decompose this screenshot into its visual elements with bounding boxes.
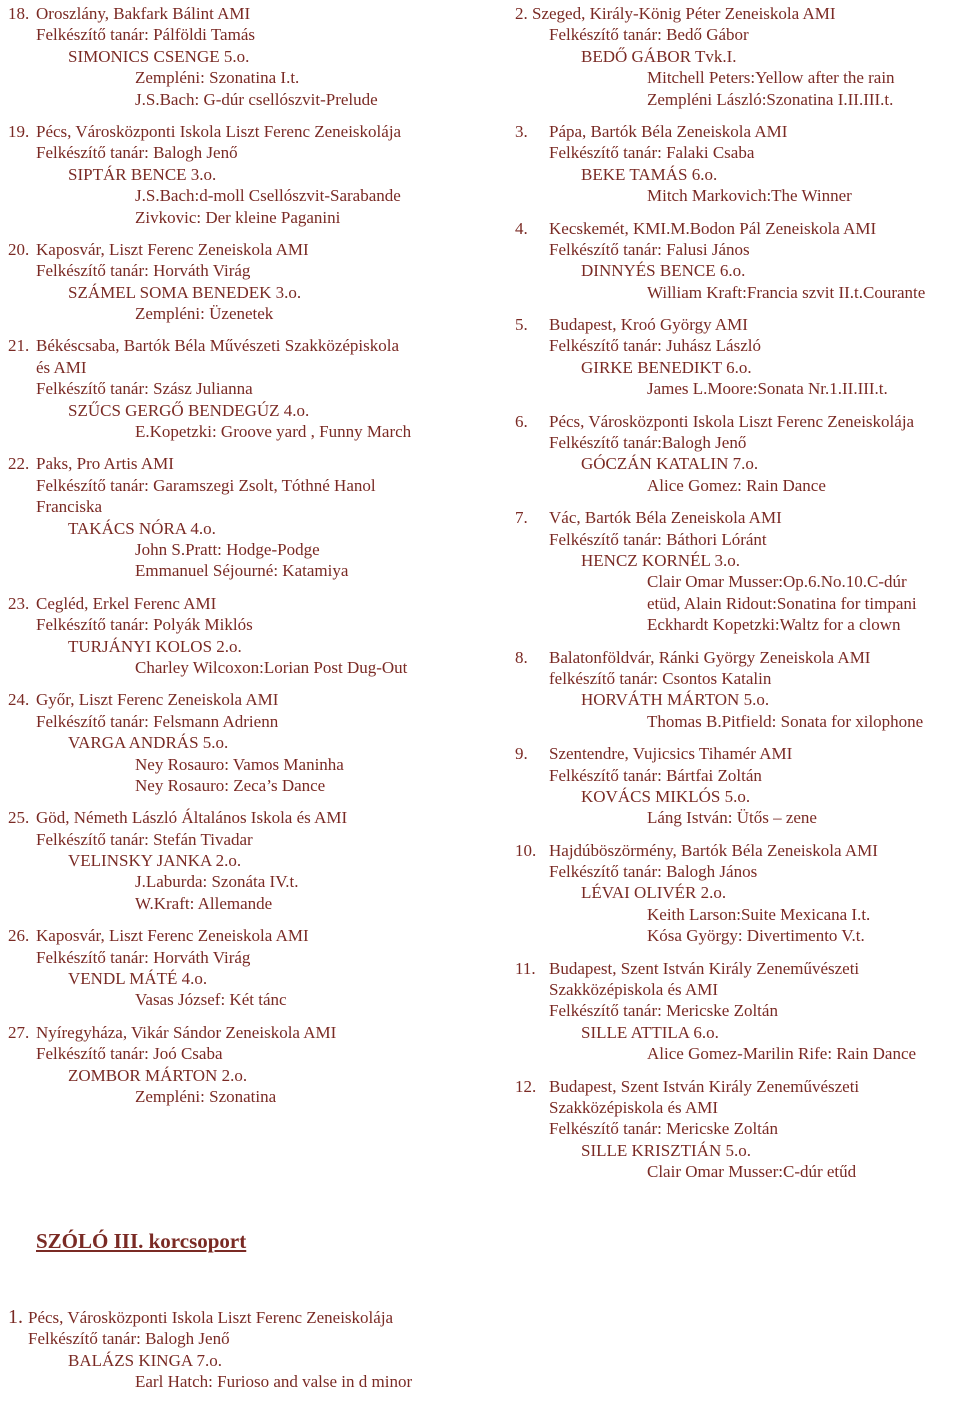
- entry-piece: E.Kopetzki: Groove yard , Funny March: [135, 422, 412, 442]
- entry-teacher: Felkészítő tanár: Felsmann Adrienn: [36, 711, 279, 731]
- entry-student: SIMONICS CSENGE 5.o.: [68, 46, 250, 66]
- entry-piece: Mitch Markovich:The Winner: [647, 186, 852, 206]
- entry-number: 7.: [515, 508, 528, 528]
- entry-piece: Charley Wilcoxon:Lorian Post Dug-Out: [135, 657, 408, 677]
- entry-school-line: [8, 121, 478, 142]
- entry-school-line: [515, 121, 960, 142]
- entry-piece: W.Kraft: Allemande: [135, 893, 273, 913]
- entry-number: 10.: [515, 840, 537, 860]
- entry-piece: Zivkovic: Der kleine Paganini: [135, 207, 341, 227]
- entry-student: BEDŐ GÁBOR Tvk.I.: [581, 46, 737, 66]
- entry-piece: Zempléni László:Szonatina I.II.III.t.: [647, 89, 894, 109]
- entry-school-line: [8, 453, 478, 474]
- entry-piece: Zempléni: Üzenetek: [135, 304, 274, 324]
- entry-number: 3.: [515, 121, 528, 141]
- competition-entry: [8, 239, 478, 325]
- entry-number: 23.: [8, 593, 30, 613]
- competition-entry: [515, 507, 960, 635]
- entry-school: Győr, Liszt Ferenc Zeneiskola AMI: [36, 690, 279, 710]
- entry-school: Kaposvár, Liszt Ferenc Zeneiskola AMI: [36, 926, 309, 946]
- entry-school-line: [515, 3, 960, 24]
- competition-entry: [8, 1307, 478, 1393]
- entry-teacher: Felkészítő tanár: Bártfai Zoltán: [549, 765, 762, 785]
- entry-piece: Clair Omar Musser:C-dúr etűd: [647, 1162, 857, 1182]
- entry-number: 9.: [515, 744, 528, 764]
- entry-number: 25.: [8, 808, 30, 828]
- entry-teacher: Felkészítő tanár: Báthori Lóránt: [549, 529, 767, 549]
- entry-piece: Zempléni: Szonatina: [135, 1086, 277, 1106]
- right-column: [515, 3, 960, 1194]
- competition-entry: [8, 121, 478, 228]
- entry-number: 27.: [8, 1022, 30, 1042]
- entry-piece: Alice Gomez-Marilin Rife: Rain Dance: [647, 1044, 917, 1064]
- entry-school-line: [8, 3, 478, 24]
- section-heading: SZÓLÓ III. korcsoport: [36, 1229, 247, 1253]
- entry-student: SILLE ATTILA 6.o.: [581, 1022, 719, 1042]
- competition-entry: [515, 647, 960, 733]
- entry-piece: Emmanuel Séjourné: Katamiya: [135, 561, 349, 581]
- entry-school: Paks, Pro Artis AMI: [36, 454, 174, 474]
- entry-number: 22.: [8, 454, 30, 474]
- entry-school-line: [8, 689, 478, 710]
- competition-entry: [8, 335, 478, 442]
- entry-school: Kecskemét, KMI.M.Bodon Pál Zeneiskola AMI: [549, 218, 877, 238]
- entry-number: 24.: [8, 690, 30, 710]
- entry-number: 4.: [515, 218, 528, 238]
- entry-school: Budapest, Szent István Király Zeneművészeti: [549, 958, 860, 978]
- competition-entry: [515, 121, 960, 207]
- entry-teacher: Felkészítő tanár: Szász Julianna: [36, 379, 253, 399]
- entry-teacher: Felkészítő tanár: Mericske Zoltán: [549, 1119, 778, 1139]
- entry-school-line: [8, 925, 478, 946]
- competition-entry: [8, 925, 478, 1011]
- entry-student: BALÁZS KINGA 7.o.: [68, 1350, 222, 1370]
- entry-teacher: Felkészítő tanár:Balogh Jenő: [549, 433, 747, 453]
- entry-student: HORVÁTH MÁRTON 5.o.: [581, 690, 770, 710]
- entry-school: Budapest, Szent István Király Zeneművészeti: [549, 1076, 860, 1096]
- entry-school-cont: Szakközépiskola és AMI: [549, 980, 719, 1000]
- competition-entry: [515, 840, 960, 947]
- entry-piece: J.Laburda: Szonáta IV.t.: [135, 872, 299, 892]
- entry-piece: Ney Rosauro: Vamos Maninha: [135, 754, 344, 774]
- entry-school-line: [8, 335, 478, 356]
- entry-school-line: [8, 1022, 478, 1043]
- entry-school-line: [515, 411, 960, 432]
- entry-school: Szentendre, Vujicsics Tihamér AMI: [549, 744, 793, 764]
- entry-school-line: [515, 314, 960, 335]
- entry-school-line: [515, 218, 960, 239]
- competition-entry: [8, 3, 478, 110]
- entry-piece: Clair Omar Musser:Op.6.No.10.C-dúr: [647, 572, 907, 592]
- entry-student: SZŰCS GERGŐ BENDEGÚZ 4.o.: [68, 400, 310, 420]
- competition-entry: [515, 958, 960, 1065]
- entry-school: Békéscsaba, Bartók Béla Művészeti Szakközépiskola: [36, 336, 400, 356]
- entry-student: BEKE TAMÁS 6.o.: [581, 164, 718, 184]
- entry-piece: William Kraft:Francia szvit II.t.Courante: [647, 282, 926, 302]
- competition-entry: [515, 1076, 960, 1183]
- entry-school: Pécs, Városközponti Iskola Liszt Ferenc Zeneiskolája: [549, 411, 915, 431]
- entry-student: VENDL MÁTÉ 4.o.: [68, 969, 208, 989]
- entry-school-line: [515, 840, 960, 861]
- entry-school-line: [8, 807, 478, 828]
- entry-piece: Ney Rosauro: Zeca’s Dance: [135, 775, 326, 795]
- entry-student: VARGA ANDRÁS 5.o.: [68, 733, 229, 753]
- entry-teacher: Felkészítő tanár: Bedő Gábor: [549, 25, 749, 45]
- entry-number: 19.: [8, 121, 30, 141]
- entry-number: 20.: [8, 239, 30, 259]
- entry-school: Hajdúböszörmény, Bartók Béla Zeneiskola AMI: [549, 840, 878, 860]
- entry-school: Balatonföldvár, Ránki György Zeneiskola AMI: [549, 647, 871, 667]
- entry-student: HENCZ KORNÉL 3.o.: [581, 550, 740, 570]
- entry-piece: Láng István: Ütős – zene: [647, 808, 817, 828]
- entry-teacher: Felkészítő tanár: Pálföldi Tamás: [36, 25, 255, 45]
- entry-teacher: Felkészítő tanár: Garamszegi Zsolt, Tóthné Hanol: [36, 475, 376, 495]
- entry-student: TAKÁCS NÓRA 4.o.: [68, 518, 216, 538]
- entry-teacher: Felkészítő tanár: Juhász László: [549, 336, 761, 356]
- entry-school-line: [515, 647, 960, 668]
- entry-school-line: [8, 593, 478, 614]
- entry-piece: Kósa György: Divertimento V.t.: [647, 926, 865, 946]
- competition-entry: [8, 689, 478, 796]
- entry-number: 1.: [8, 1306, 23, 1328]
- entry-school: 2. Szeged, Király-König Péter Zeneiskola AMI: [515, 4, 836, 23]
- competition-entry: [515, 3, 960, 110]
- entry-student: LÉVAI OLIVÉR 2.o.: [581, 883, 727, 903]
- entry-number: 5.: [515, 315, 528, 335]
- competition-entry: [515, 743, 960, 829]
- entry-number: 11.: [515, 958, 536, 978]
- entry-school-line: [515, 958, 960, 979]
- entry-student: GÓCZÁN KATALIN 7.o.: [581, 454, 759, 474]
- entry-teacher: felkészítő tanár: Csontos Katalin: [549, 668, 772, 688]
- competition-entry: [515, 218, 960, 304]
- entry-teacher: Felkészítő tanár: Polyák Miklós: [36, 615, 253, 635]
- entry-school-line: [515, 507, 960, 528]
- entry-teacher: Felkészítő tanár: Horváth Virág: [36, 947, 251, 967]
- entry-teacher: Felkészítő tanár: Horváth Virág: [36, 261, 251, 281]
- entry-student: ZOMBOR MÁRTON 2.o.: [68, 1065, 248, 1085]
- entry-school: Pápa, Bartók Béla Zeneiskola AMI: [549, 121, 788, 141]
- entry-school-line: [8, 239, 478, 260]
- entry-student: TURJÁNYI KOLOS 2.o.: [68, 636, 242, 656]
- entry-piece: Earl Hatch: Furioso and valse in d minor: [135, 1372, 413, 1392]
- entry-number: 8.: [515, 647, 528, 667]
- entry-school-cont: Szakközépiskola és AMI: [549, 1097, 719, 1117]
- entry-piece: Keith Larson:Suite Mexicana I.t.: [647, 904, 871, 924]
- entry-piece: J.S.Bach:d-moll Csellószvit-Sarabande: [135, 186, 401, 206]
- entry-teacher: Felkészítő tanár: Falaki Csaba: [549, 143, 755, 163]
- entry-teacher: Felkészítő tanár: Stefán Tivadar: [36, 829, 253, 849]
- entry-school-line: [8, 1307, 478, 1328]
- entry-piece: Mitchell Peters:Yellow after the rain: [647, 68, 895, 88]
- entry-student: SZÁMEL SOMA BENEDEK 3.o.: [68, 282, 302, 302]
- entry-school-cont: és AMI: [36, 357, 87, 377]
- entry-teacher: Felkészítő tanár: Mericske Zoltán: [549, 1001, 778, 1021]
- entry-school: Cegléd, Erkel Ferenc AMI: [36, 593, 217, 613]
- entry-number: 26.: [8, 926, 30, 946]
- left-column: [8, 3, 478, 1118]
- entry-piece: Vasas József: Két tánc: [135, 990, 287, 1010]
- entry-piece: etüd, Alain Ridout:Sonatina for timpani: [647, 593, 917, 613]
- entry-school: Vác, Bartók Béla Zeneiskola AMI: [549, 508, 782, 528]
- entry-school: Pécs, Városközponti Iskola Liszt Ferenc Zeneiskolája: [28, 1308, 394, 1327]
- bottom-entry: [8, 1307, 478, 1404]
- competition-entry: [515, 314, 960, 400]
- entry-student: GIRKE BENEDIKT 6.o.: [581, 357, 752, 377]
- entry-teacher: Felkészítő tanár: Balogh Jenő: [36, 143, 238, 163]
- entry-number: 12.: [515, 1076, 537, 1096]
- entry-school: Nyíregyháza, Vikár Sándor Zeneiskola AMI: [36, 1022, 337, 1042]
- entry-teacher: Felkészítő tanár: Joó Csaba: [36, 1044, 223, 1064]
- entry-piece: James L.Moore:Sonata Nr.1.II.III.t.: [647, 379, 888, 399]
- entry-school: Kaposvár, Liszt Ferenc Zeneiskola AMI: [36, 239, 309, 259]
- entry-teacher: Felkészítő tanár: Balogh János: [549, 862, 758, 882]
- entry-school-line: [515, 1076, 960, 1097]
- entry-number: 18.: [8, 4, 30, 23]
- entry-school: Oroszlány, Bakfark Bálint AMI: [36, 4, 251, 23]
- entry-piece: Zempléni: Szonatina I.t.: [135, 68, 300, 88]
- entry-school: Göd, Németh László Általános Iskola és AMI: [36, 808, 348, 828]
- competition-entry: [515, 411, 960, 497]
- entry-teacher: Felkészítő tanár: Balogh Jenő: [28, 1329, 230, 1349]
- entry-piece: Alice Gomez: Rain Dance: [647, 475, 826, 495]
- entry-piece: Eckhardt Kopetzki:Waltz for a clown: [647, 615, 901, 635]
- entry-student: KOVÁCS MIKLÓS 5.o.: [581, 786, 751, 806]
- entry-school: Pécs, Városközponti Iskola Liszt Ferenc Zeneiskolája: [36, 121, 402, 141]
- entry-piece: J.S.Bach: G-dúr csellószvit-Prelude: [135, 89, 378, 109]
- entry-student: DINNYÉS BENCE 6.o.: [581, 261, 746, 281]
- entry-number: 21.: [8, 336, 30, 356]
- entry-teacher-cont: Franciska: [36, 497, 103, 517]
- competition-entry: [8, 593, 478, 679]
- entry-student: VELINSKY JANKA 2.o.: [68, 851, 242, 871]
- competition-entry: [8, 1022, 478, 1108]
- entry-piece: John S.Pratt: Hodge-Podge: [135, 539, 320, 559]
- competition-entry: [8, 453, 478, 581]
- entry-school: Budapest, Kroó György AMI: [549, 315, 748, 335]
- entry-piece: Thomas B.Pitfield: Sonata for xilophone: [647, 711, 924, 731]
- entry-school-line: [515, 743, 960, 764]
- entry-number: 6.: [515, 411, 528, 431]
- entry-student: SILLE KRISZTIÁN 5.o.: [581, 1140, 751, 1160]
- entry-student: SIPTÁR BENCE 3.o.: [68, 164, 217, 184]
- competition-entry: [8, 807, 478, 914]
- entry-teacher: Felkészítő tanár: Falusi János: [549, 239, 750, 259]
